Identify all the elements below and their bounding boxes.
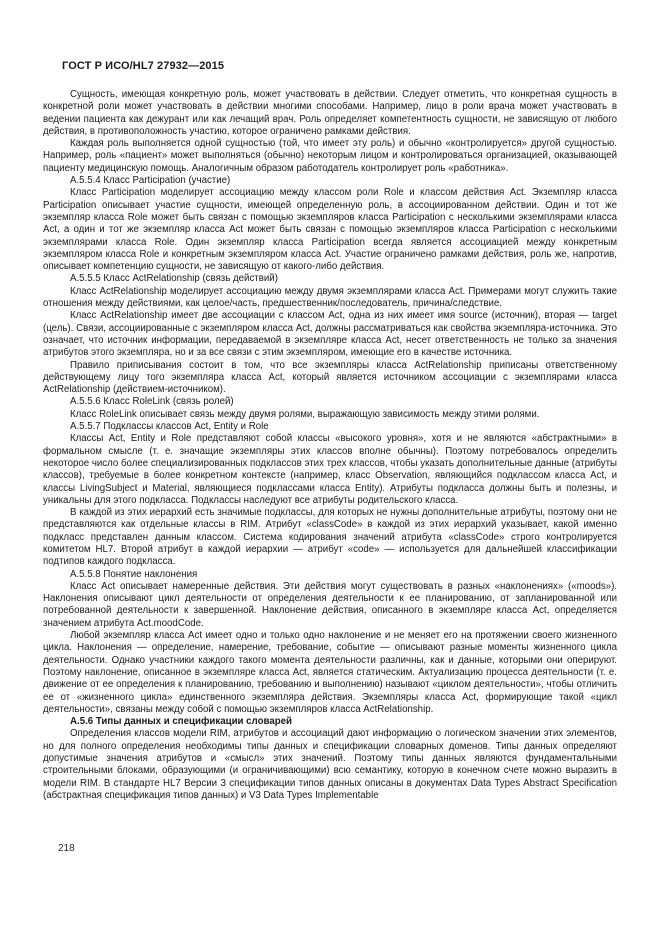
paragraph: Класс Participation моделирует ассоциацию между классом роли Role и классом действия Act. Экземпляр класса Participation описывает участие сущности, имеющей определенную роль, в ассоциированном действии. Один и тот же экземпляр класса Role может быть связан с помощью экземпляров класса Participation с несколькими экземплярами класса Act, а один и тот же экземпляр класса Act может быть связан с помощью экземпляров класса Participation с несколькими экземплярами класса Role. Один экземпляр класса Participation всегда является ассоциацией между конкретным экземпляром класса Role и конкретным экземпляром класса Act. Участие ограничено рамками действия, роль же, напротив, описывает компетенцию сущности, не зависящую от какого-либо действия. bbox=[43, 187, 617, 273]
section-heading: А.5.5.4 Класс Participation (участие) bbox=[70, 175, 231, 187]
section-heading: А.5.5.6 Класс RoleLink (связь ролей) bbox=[70, 396, 234, 408]
section-heading: А.5.5.8 Понятие наклонения bbox=[70, 568, 198, 580]
page-number: 218 bbox=[58, 843, 75, 854]
paragraph: Любой экземпляр класса Act имеет одно и только одно наклонение и не меняет его на протяжении своего жизненного цикла. Наклонения — определение, намерение, требование, событие — описывают разные моменты жизненного цикла деятельности. Однако участники каждого такого момента деятельности различны, как и данные, которыми они оперируют. Поэтому наклонение, описанное в экземпляре класса Act, является статическим. Актуализацию процесса деятельности (т. е. движение от ее определения к планированию, требованию и выполнению) называют «циклом деятельности», чтобы отличить ее от «жизненного цикла» единственного экземпляра действия. Экземпляры класса Act, формирующие такой «цикл деятельности», связаны между собой с помощью экземпляров класса ActRelationship. bbox=[43, 630, 617, 715]
paragraph: Класс ActRelationship моделирует ассоциацию между двумя экземплярами класса Act. Примерами могут служить такие отношения между действиями, как целое/часть, предшественник/последователь, причина/следствие. bbox=[43, 285, 617, 310]
section-heading: А.5.5.5 Класс ActRelationship (связь действий) bbox=[70, 273, 278, 285]
document-body bbox=[43, 89, 617, 841]
paragraph: Класс RoleLink описывает связь между двумя ролями, выражающую зависимость между этими ролями. bbox=[70, 408, 540, 420]
paragraph: В каждой из этих иерархий есть значимые подклассы, для которых не нужны дополнительные атрибуты, поэтому они не представляются как отдельные классы в RIM. Атрибут «classCode» в каждой из этих иерархий указывает, какой именно подкласс представлен данным классом. Система кодирования значений атрибута «classCode» строго контролируется комитетом HL7. Второй атрибут в каждой иерархии — атрибут «code» — используется для дальнейшей классификации подтипов каждого подкласса. bbox=[43, 507, 617, 568]
paragraph: Классы Act, Entity и Role представляют собой классы «высокого уровня», хотя и не являются «абстрактными» в формальном смысле (т. е. значащие экземпляры этих классов вполне обычны). Поэтому потребовалось определить некоторое число более специализированных подклассов этих трех классов, чтобы указать дополнительные данные (атрибуты классов), требуемые в более конкретном контексте (например, класс Observation, являющийся подклассом класса Act, и классы LivingSubject и Material, являющиеся подклассами класса Entity). Атрибуты подкласса должны быть и полезны, и уникальны для этого подкласса. Подклассы наследуют все атрибуты родительского класса. bbox=[43, 433, 617, 506]
paragraph: Определения классов модели RIM, атрибутов и ассоциаций дают информацию о логическом значении этих элементов, но для полного определения необходимы типы данных и спецификации словарных доменов. Типы данных определяют допустимые значения атрибутов и «смысл» этих значений. Поэтому типы данных являются фундаментальными строительными блоками, образующими (и ограничивающими) всю семантику, которую в конечном счете можно выразить в модели RIM. В стандарте HL7 Версии 3 спецификации типов данных описаны в документах Data Types Abstract Specification (абстрактная спецификация типов данных) и V3 Data Types Implementable bbox=[43, 728, 617, 801]
section-heading: А.5.6 Типы данных и спецификации словарей bbox=[70, 716, 292, 728]
document-header-title: ГОСТ Р ИСО/HL7 27932—2015 bbox=[62, 60, 225, 72]
paragraph: Класс ActRelationship имеет две ассоциации с классом Act, одна из них имеет имя source (источник), вторая — target (цель). Связи, ассоциированные с экземпляром класса Act, должны рассматриваться как свойства экземпляра-источника. Это означает, что источник информации, передаваемой в экземпляре класса Act, несет ответственность не только за значения атрибутов этого экземпляра, но и за все связи с этим экземпляром, имеющие его в качестве источника. bbox=[43, 310, 617, 359]
paragraph: Каждая роль выполняется одной сущностью (той, что имеет эту роль) и обычно «контролируется» другой сущностью. Например, роль «пациент» может выполняться (обычно) некоторым лицом и контролироваться организацией, оказывающей пациенту медицинскую помощь. Аналогичным образом работодатель контролирует роль «работника». bbox=[43, 138, 617, 174]
paragraph: Класс Act описывает намеренные действия. Эти действия могут существовать в разных «наклонениях» («moods»). Наклонения описывают цикл деятельности от определения деятельности к ее планированию, от запланированной или потребованной деятельности к завершенной. Наклонение действия, описанного в экземпляре класса Act, определяется значением атрибута Act.moodCode. bbox=[43, 580, 617, 629]
paragraph: Правило приписывания состоит в том, что все экземпляры класса ActRelationship приписаны ответственному действующему лицу того экземпляра класса Act, который является источником ассоциации с экземплярами класса ActRelationship (действием-источником). bbox=[43, 359, 617, 396]
section-heading: А.5.5.7 Подклассы классов Act, Entity и Role bbox=[70, 421, 269, 433]
paragraph: Сущность, имеющая конкретную роль, может участвовать в действии. Следует отметить, что конкретная сущность в конкретной роли может участвовать в действии многими способами. Например, лицо в роли врача может участвовать в ведении пациента как дежурант или как лечащий врач. Роль определяет компетентность сущности, не зависящую от любого действия, в противоположность участию, которое ограничено рамками действия. bbox=[43, 89, 617, 137]
